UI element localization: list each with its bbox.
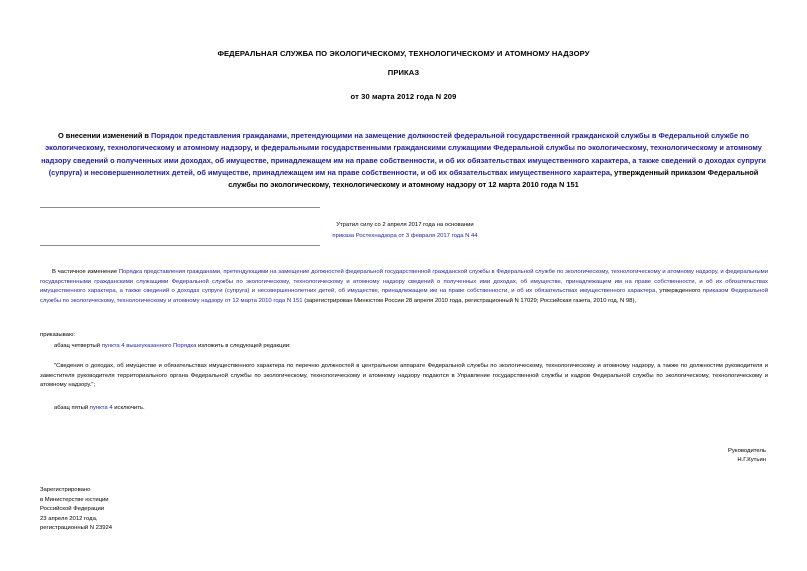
ab5-prefix: абзац пятый bbox=[54, 405, 90, 411]
ab4-prefix: абзац четвертый bbox=[54, 343, 102, 349]
divider-bottom bbox=[40, 245, 320, 246]
point-4-procedure-link[interactable]: пункта 4 вышеуказанного Порядка bbox=[101, 343, 197, 349]
ab4-suffix: изложить в следующей редакции: bbox=[196, 343, 291, 349]
document-title bbox=[40, 130, 767, 191]
order-word: приказываю: bbox=[40, 332, 76, 338]
title-suffix: , утвержденный приказом Федеральной службы по экологическому, технологическому и атомному надзору от 12 марта 2010 года N 151 bbox=[228, 167, 759, 190]
ab5-suffix: исключить. bbox=[112, 405, 145, 411]
registration-line: Российской Федерации bbox=[40, 506, 105, 512]
signer-name: Н.Г.Кутьин bbox=[737, 457, 766, 463]
status-note-line2 bbox=[285, 231, 525, 242]
title-procedure-link[interactable]: Порядок представления гражданами, претендующими на замещение должностей федеральной государственной гражданской службы в Федеральной службе по экологическому, технологическому и атомному надзору, и федеральными государственными гражданскими служащими Федеральной службы по экологическому, технологическому и атомному надзору сведений о полученных ими доходах, об имуществе, принадлежащем им на праве собственности, и об их обязательствах имущественного характера, а также сведений о доходах супруги (супруга) и несовершеннолетних детей, об имуществе, принадлежащем им на праве собственности, и об их обязательствах имущественного характера bbox=[41, 131, 766, 177]
main-paragraph bbox=[40, 268, 768, 306]
main-prefix: В частичное изменение bbox=[52, 269, 119, 275]
registration-line: 23 апреля 2012 года, bbox=[40, 515, 98, 522]
document-type-heading: ПРИКАЗ bbox=[387, 68, 420, 77]
registration-line: Зарегистрировано bbox=[40, 487, 91, 493]
registration-line: в Министерстве юстиции bbox=[40, 496, 109, 503]
agency-heading: ФЕДЕРАЛЬНАЯ СЛУЖБА ПО ЭКОЛОГИЧЕСКОМУ, ТЕХНОЛОГИЧЕСКОМУ И АТОМНОМУ НАДЗОРУ bbox=[217, 49, 590, 58]
status-note-line1: Утратил силу со 2 апреля 2017 года на основании bbox=[336, 222, 474, 228]
order-151-link[interactable]: приказом Федеральной службы по экологическому, технологическому и атомному надзору от 12 марта 2010 года N 151 bbox=[40, 288, 768, 304]
point-4-link[interactable]: пункта 4 bbox=[89, 405, 113, 411]
title-prefix: О внесении изменений в bbox=[58, 131, 152, 140]
procedure-link[interactable]: Порядка представления гражданами, претендующими на замещение должностей федеральной государственной гражданской службы в Федеральной службе по экологическому, технологическому и атомному надзору, и федеральными государственными гражданскими служащими Федеральной службы по экологическому, технологическому и атомному надзору сведений о полученных ими доходах, об имуществе, принадлежащем им на праве собственности, и об их обязательствах имущественного характера, а также сведений о доходах супруги (супруга) и несовершеннолетних детей, об имуществе, принадлежащем им на праве собственности, и об их обязательствах имущественного характера bbox=[40, 269, 768, 294]
document-date-number: от 30 марта 2012 года N 209 bbox=[350, 92, 457, 101]
paragraph-five-instruction bbox=[54, 404, 782, 414]
signer-title: Руководитель bbox=[728, 448, 766, 454]
registration-block bbox=[40, 486, 112, 534]
main-mid: , утвержденного bbox=[655, 288, 703, 294]
main-suffix: (зарегистрирован Минюстом России 28 апреля 2010 года, регистрационный N 17029; Российская газета, 2010 год, N 98), bbox=[302, 297, 637, 304]
divider-top bbox=[40, 207, 320, 208]
registration-line: регистрационный N 23924 bbox=[40, 525, 113, 531]
paragraph-four-instruction bbox=[54, 342, 782, 352]
repeal-order-link[interactable]: приказа Ростехнадзора от 3 февраля 2017 года N 44 bbox=[332, 233, 478, 239]
new-wording-quote: "Сведения о доходах, об имуществе и обязательствах имущественного характера по перечню должностей в центральном аппарате Федеральной службы по экологическому, технологическому и атомному надзору, а также по должностям руководителя и заместителя руководителя территориального органа Федеральной службы по экологическому, технологическому и атомному надзору подаются в Управление государственной службы и кадров Федеральной службы по экологическому, технологическому и атомному надзору."; bbox=[40, 363, 768, 388]
